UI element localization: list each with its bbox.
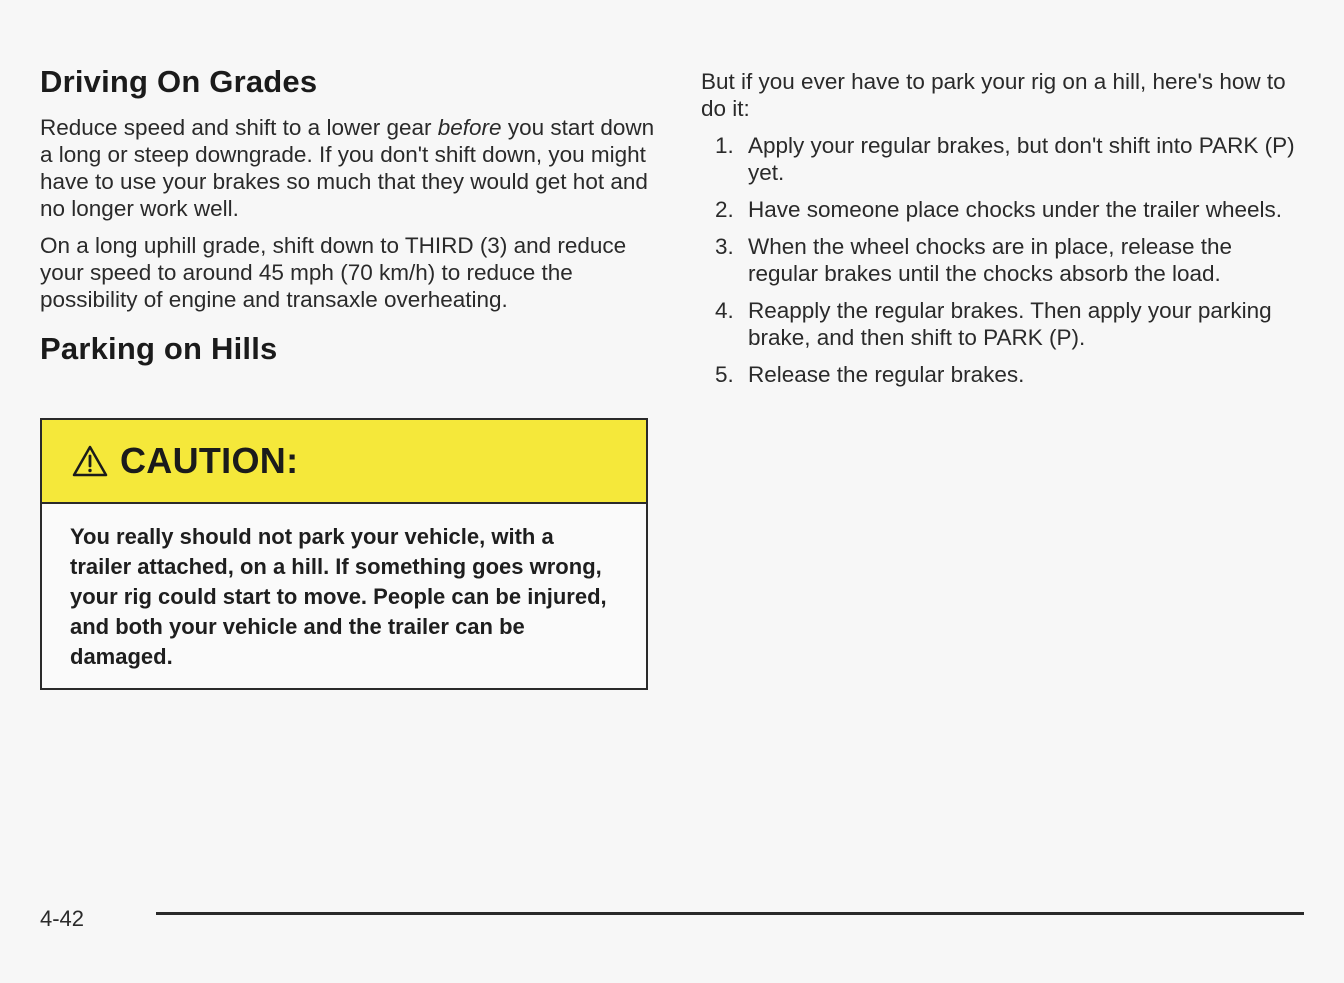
step-number: 4.: [715, 298, 734, 323]
emphasis-before: before: [437, 115, 502, 140]
paragraph-downgrade-end: you start down a long or steep downgrade. If you don't shift down, you might have to use your brakes so much that they would get hot and no longer work well.: [40, 115, 655, 221]
page-number: 4-42: [40, 906, 85, 931]
left-column: [40, 64, 655, 367]
step-text: Apply your regular brakes, but don't shift into PARK (P) yet.: [748, 133, 1295, 185]
step-number: 5.: [715, 362, 734, 387]
caution-title: CAUTION:: [120, 440, 299, 481]
list-item: [701, 297, 1301, 351]
step-number: 3.: [715, 234, 734, 259]
step-number: 1.: [715, 133, 734, 158]
step-text: Have someone place chocks under the trailer wheels.: [748, 197, 1283, 222]
list-item: [701, 233, 1301, 287]
caution-header: [42, 420, 646, 504]
caution-body-text: You really should not park your vehicle, with a trailer attached, on a hill. If something goes wrong, your rig could start to move. People can be injured, and both your vehicle and the trailer can be damaged.: [70, 524, 607, 669]
footer-rule: [156, 912, 1304, 915]
list-item: [701, 196, 1301, 223]
caution-box: [40, 418, 648, 690]
list-item: [701, 132, 1301, 186]
step-text: Reapply the regular brakes. Then apply your parking brake, and then shift to PARK (P).: [748, 298, 1272, 350]
paragraph-downgrade: [40, 114, 655, 222]
step-text: When the wheel chocks are in place, release the regular brakes until the chocks absorb the load.: [748, 234, 1233, 286]
step-text: Release the regular brakes.: [748, 362, 1025, 387]
step-number: 2.: [715, 197, 734, 222]
warning-triangle-icon: [72, 445, 108, 477]
heading-parking-on-hills: Parking on Hills: [40, 331, 278, 366]
steps-list: [701, 132, 1301, 388]
heading-driving-on-grades: Driving On Grades: [40, 64, 318, 99]
paragraph-downgrade-start: Reduce speed and shift to a lower gear: [40, 115, 438, 140]
paragraph-uphill: On a long uphill grade, shift down to THIRD (3) and reduce your speed to around 45 mph (70 km/h) to reduce the possibility of engine and transaxle overheating.: [40, 233, 627, 312]
right-column: [701, 68, 1301, 398]
list-item: [701, 361, 1301, 388]
paragraph-intro: But if you ever have to park your rig on a hill, here's how to do it:: [701, 69, 1286, 121]
